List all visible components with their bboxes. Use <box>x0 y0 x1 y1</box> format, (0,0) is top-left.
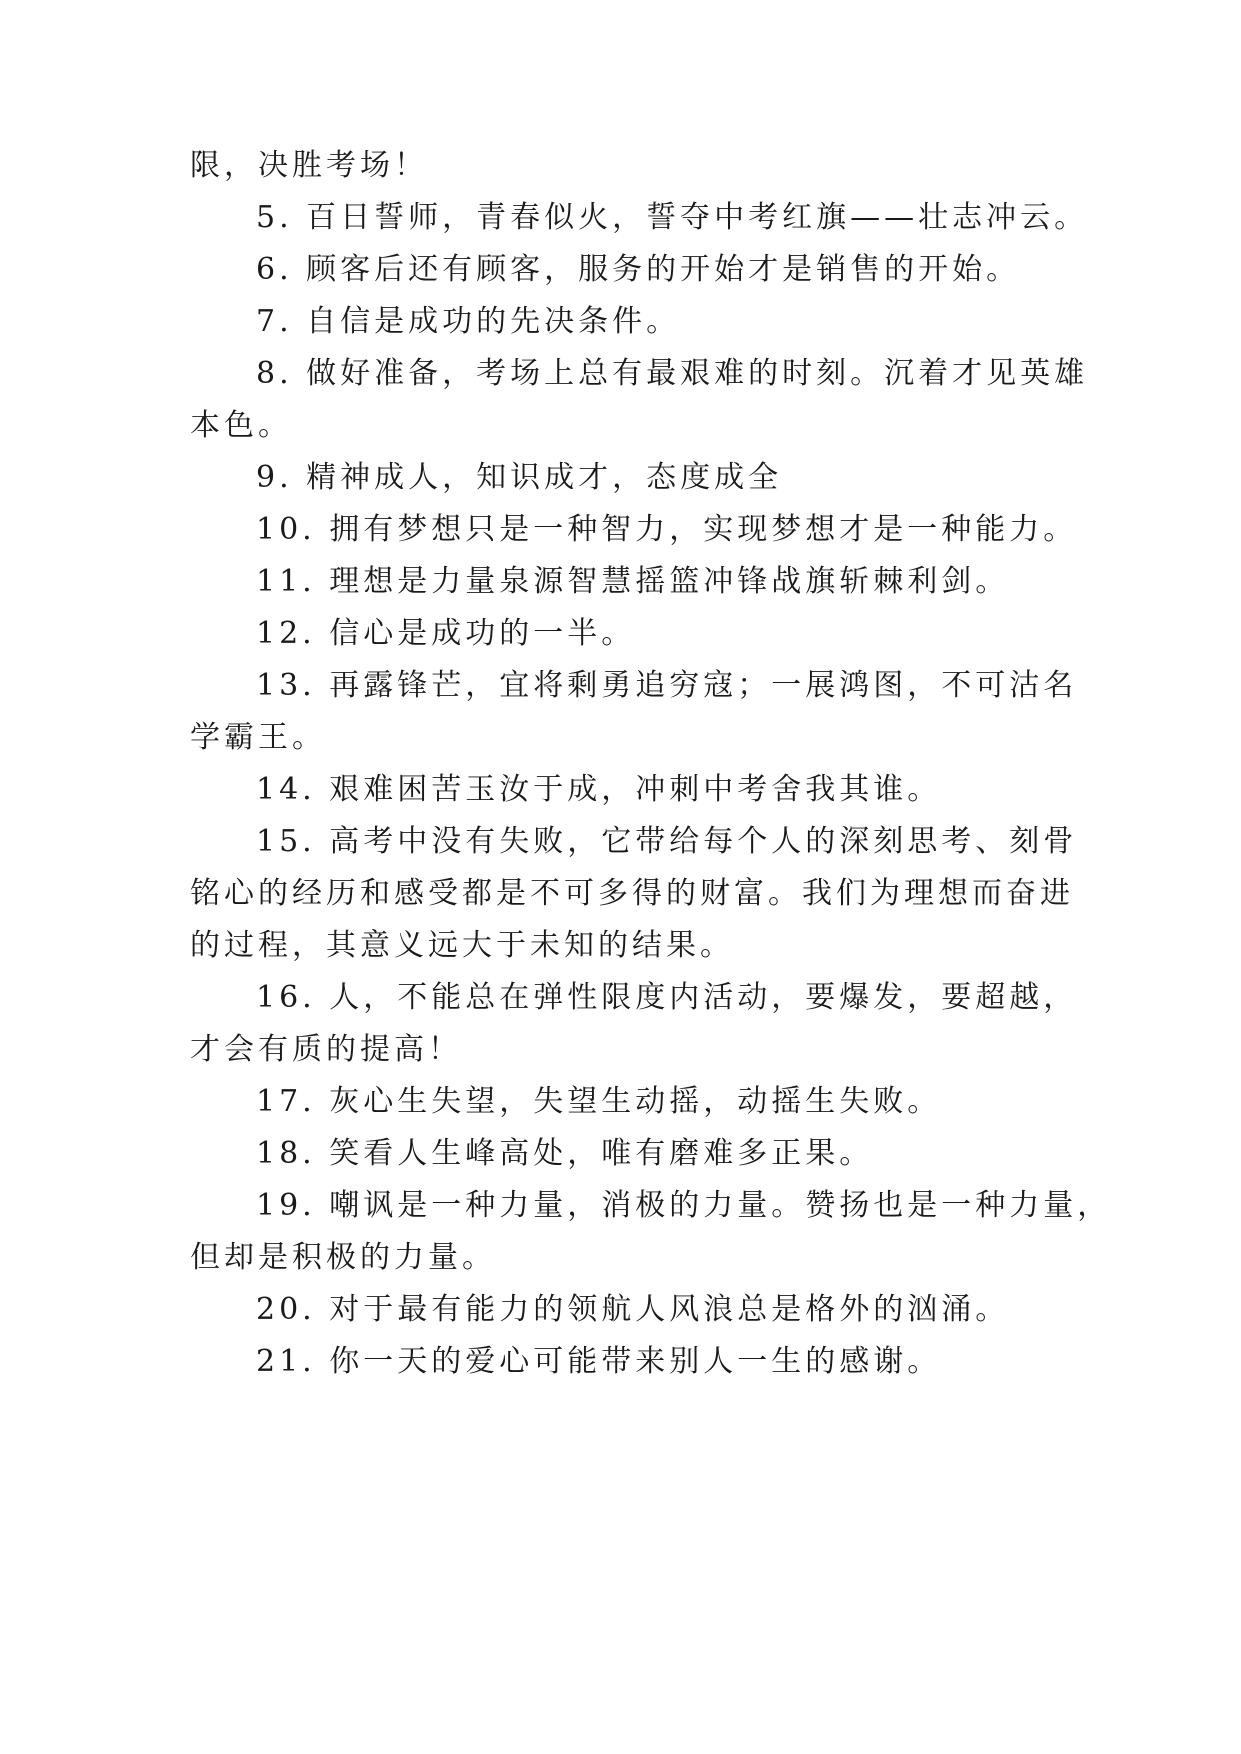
text-line: 11. 理想是力量泉源智慧摇篮冲锋战旗斩棘利剑。 <box>256 564 1010 599</box>
text-line: 8. 做好准备，考场上总有最艰难的时刻。沉着才见英雄 <box>256 356 1089 391</box>
text-line: 15. 高考中没有失败，它带给每个人的深刻思考、刻骨 <box>256 824 1078 859</box>
text-line: 6. 顾客后还有顾客，服务的开始才是销售的开始。 <box>256 252 1021 287</box>
text-line: 10. 拥有梦想只是一种智力，实现梦想才是一种能力。 <box>256 512 1078 547</box>
text-line: 21. 你一天的爱心可能带来别人一生的感谢。 <box>256 1344 942 1379</box>
text-line: 16. 人，不能总在弹性限度内活动，要爆发，要超越， <box>256 980 1078 1015</box>
text-line: 18. 笑看人生峰高处，唯有磨难多正果。 <box>256 1136 874 1171</box>
text-line: 5. 百日誓师，青春似火，誓夺中考红旗——壮志冲云。 <box>256 200 1089 235</box>
text-line: 13. 再露锋芒，宜将剩勇追穷寇；一展鸿图，不可沽名 <box>256 668 1078 703</box>
text-line: 17. 灰心生失望，失望生动摇，动摇生失败。 <box>256 1084 942 1119</box>
text-line: 14. 艰难困苦玉汝于成，冲刺中考舍我其谁。 <box>256 772 942 807</box>
text-line: 的过程，其意义远大于未知的结果。 <box>190 928 734 963</box>
text-line: 19. 嘲讽是一种力量，消极的力量。赞扬也是一种力量， <box>256 1188 1112 1223</box>
text-line: 20. 对于最有能力的领航人风浪总是格外的汹涌。 <box>256 1292 1010 1327</box>
text-line: 学霸王。 <box>190 720 326 755</box>
text-line: 但却是积极的力量。 <box>190 1240 496 1275</box>
text-line: 铭心的经历和感受都是不可多得的财富。我们为理想而奋进 <box>190 876 1074 911</box>
text-line: 7. 自信是成功的先决条件。 <box>256 304 681 339</box>
text-line: 才会有质的提高！ <box>190 1032 462 1067</box>
text-line: 本色。 <box>190 408 292 443</box>
text-line: 限，决胜考场！ <box>190 148 428 183</box>
text-line: 12. 信心是成功的一半。 <box>256 616 636 651</box>
text-line: 9. 精神成人，知识成才，态度成全 <box>256 460 783 495</box>
